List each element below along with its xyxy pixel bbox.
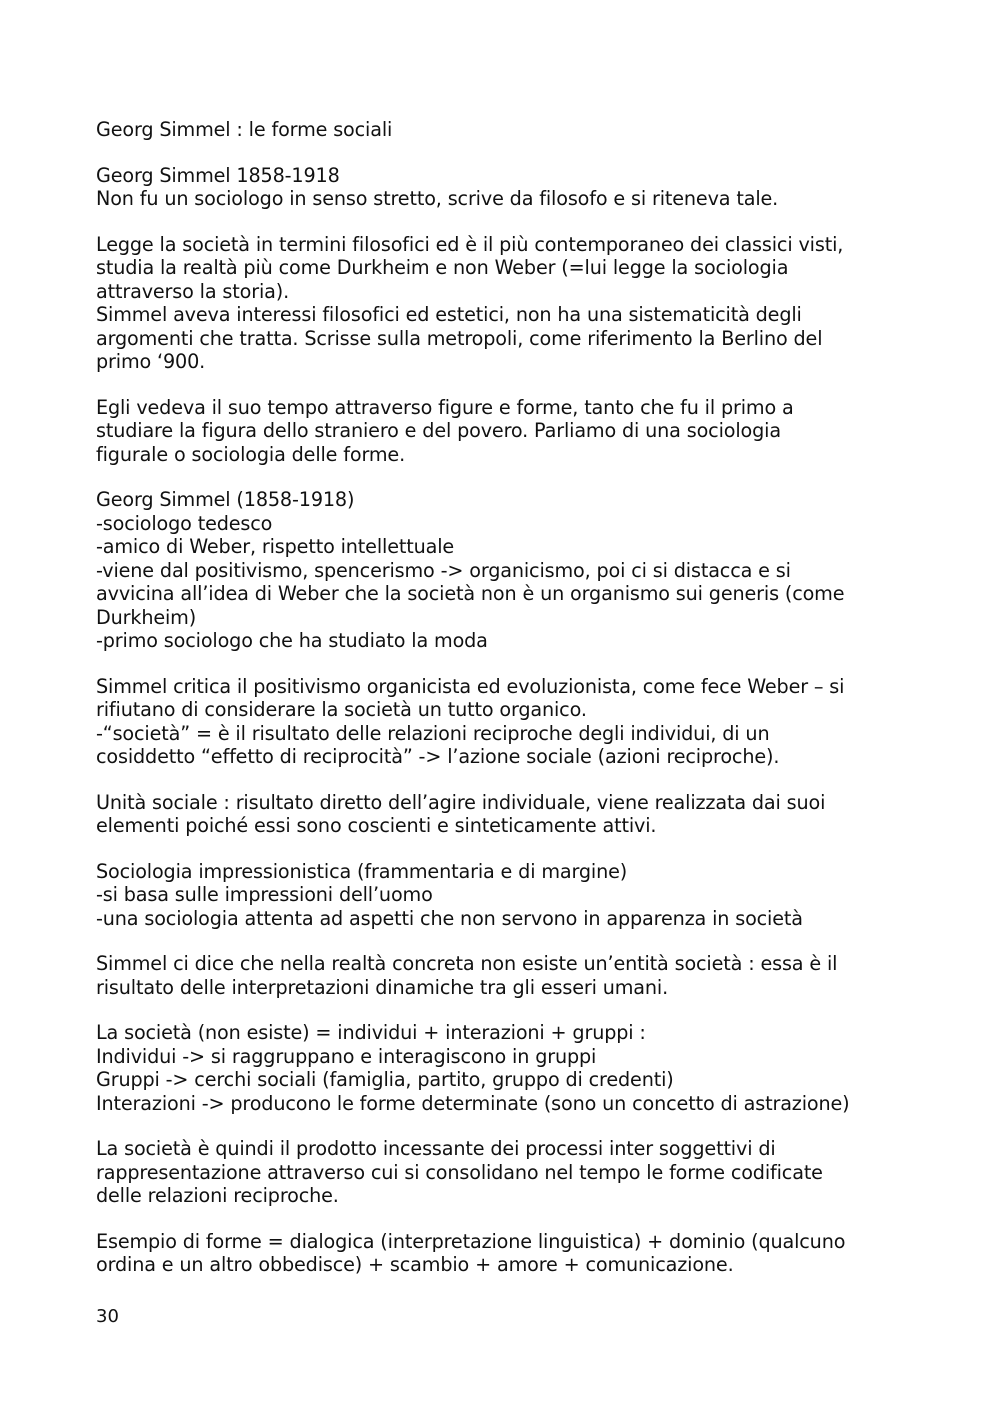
page-number: 30 [96, 1306, 119, 1327]
text-line: primo ‘900. [96, 350, 206, 373]
text-line: La società (non esiste) = individui + interazioni + gruppi : [96, 1021, 646, 1044]
text-line: Interazioni -> producono le forme determinate (sono un concetto di astrazione) [96, 1091, 850, 1115]
text-line: Sociologia impressionistica (frammentaria e di margine) [96, 859, 628, 883]
text-line: rappresentazione attraverso cui si consolidano nel tempo le forme codificate [96, 1160, 823, 1184]
paragraph-5 [96, 675, 906, 769]
text-line: Simmel critica il positivismo organicista ed evoluzionista, come fece Weber – si [96, 674, 845, 698]
text-line: Simmel aveva interessi filosofici ed estetici, non ha una sistematicità degli [96, 303, 802, 326]
paragraph-1 [96, 164, 906, 211]
paragraph-4 [96, 488, 906, 653]
paragraph-7 [96, 860, 906, 931]
list-item: -una sociologia attenta ad aspetti che non servono in apparenza in società [96, 906, 803, 930]
text-line: elementi poiché essi sono coscienti e sinteticamente attivi. [96, 814, 657, 837]
list-item: -sociologo tedesco [96, 511, 273, 535]
text-line: delle relazioni reciproche. [96, 1184, 339, 1207]
text-line: Esempio di forme = dialogica (interpretazione linguistica) + dominio (qualcuno [96, 1229, 846, 1253]
text-line: Unità sociale : risultato diretto dell’agire individuale, viene realizzata dai suoi [96, 790, 826, 814]
list-item: -si basa sulle impressioni dell’uomo [96, 883, 433, 906]
text-line: cosiddetto “effetto di reciprocità” -> l’azione sociale (azioni reciproche). [96, 745, 780, 768]
text-line: Gruppi -> cerchi sociali (famiglia, partito, gruppo di credenti) [96, 1068, 674, 1091]
paragraph-3 [96, 396, 906, 467]
text-line: avvicina all’idea di Weber che la società non è un organismo sui generis (come [96, 582, 845, 605]
list-item: -“società” = è il risultato delle relazioni reciproche degli individui, di un [96, 721, 770, 745]
paragraph-11 [96, 1230, 906, 1277]
text-line: Durkheim) [96, 605, 197, 629]
page-content [96, 118, 906, 1277]
text-line: argomenti che tratta. Scrisse sulla metropoli, come riferimento la Berlino del [96, 326, 823, 350]
list-item: -primo sociologo che ha studiato la moda [96, 629, 488, 652]
paragraph-6 [96, 791, 906, 838]
paragraph-10 [96, 1137, 906, 1208]
text-line: studiare la figura dello straniero e del povero. Parliamo di una sociologia [96, 419, 781, 442]
text-line: Non fu un sociologo in senso stretto, scrive da filosofo e si riteneva tale. [96, 187, 779, 210]
text-line: Egli vedeva il suo tempo attraverso figure e forme, tanto che fu il primo a [96, 395, 794, 419]
text-line: La società è quindi il prodotto incessante dei processi inter soggettivi di [96, 1137, 776, 1160]
text-line: ordina e un altro obbedisce) + scambio + amore + comunicazione. [96, 1253, 734, 1276]
text-line: rifiutano di considerare la società un tutto organico. [96, 698, 587, 721]
text-line: figurale o sociologia delle forme. [96, 442, 406, 466]
text-line: Georg Simmel (1858-1918) [96, 488, 355, 511]
paragraph-2 [96, 233, 906, 374]
paragraph-9 [96, 1021, 906, 1115]
text-line: Georg Simmel 1858-1918 [96, 163, 340, 187]
text-line: attraverso la storia). [96, 279, 290, 303]
text-line: Simmel ci dice che nella realtà concreta non esiste un’entità società : essa è il [96, 952, 838, 975]
text-line: risultato delle interpretazioni dinamiche tra gli esseri umani. [96, 975, 669, 999]
list-item: -amico di Weber, rispetto intellettuale [96, 535, 455, 558]
text-line: studia la realtà più come Durkheim e non Weber (=lui legge la sociologia [96, 256, 789, 279]
paragraph-8 [96, 952, 906, 999]
list-item: -viene dal positivismo, spencerismo -> organicismo, poi ci si distacca e si [96, 558, 791, 582]
text-line: Individui -> si raggruppano e interagiscono in gruppi [96, 1044, 597, 1068]
text-line: Legge la società in termini filosofici ed è il più contemporaneo dei classici visti, [96, 232, 844, 256]
document-title: Georg Simmel : le forme sociali [96, 118, 393, 141]
